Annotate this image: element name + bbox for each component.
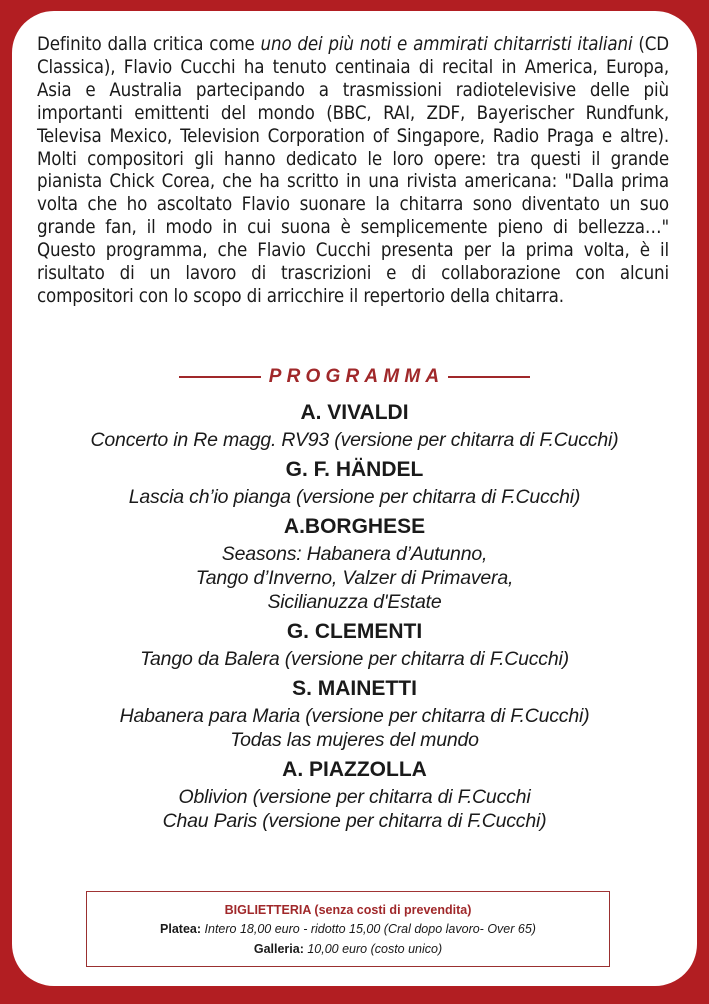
program-item [0, 755, 709, 833]
program-heading-title: PROGRAMMA [268, 366, 445, 387]
intro-paragraph [37, 34, 669, 309]
composer-name: G. CLEMENTI [286, 620, 423, 643]
piece-title: Concerto in Re magg. RV93 (versione per chitarra di F.Cucchi) [90, 429, 619, 451]
piece-title: Tango da Balera (versione per chitarra di F.Cucchi) [140, 648, 569, 670]
piece-title: Todas las mujeres del mundo [230, 729, 479, 751]
program-item [0, 398, 709, 452]
heading-rule-left [179, 376, 261, 378]
ticket-title: BIGLIETTERIA (senza costi di prevendita) [224, 903, 472, 917]
piece-title: Seasons: Habanera d’Autunno, [221, 543, 488, 565]
piece-title: Oblivion (versione per chitarra di F.Cucchi [178, 786, 531, 808]
piece-title: Sicilianuzza d'Estate [267, 591, 442, 613]
platea-value: Intero 18,00 euro - ridotto 15,00 (Cral dopo lavoro- Over 65) [201, 922, 536, 936]
ticket-platea-line [87, 919, 609, 939]
piece-title: Chau Paris (versione per chitarra di F.Cucchi) [162, 810, 547, 832]
composer-name: A. PIAZZOLLA [282, 758, 427, 781]
galleria-label: Galleria: [253, 942, 304, 956]
program-item [0, 455, 709, 509]
intro-text-after: (CD Classica), Flavio Cucchi ha tenuto centinaia di recital in America, Europa, Asia e Australia partecipando a trasmissioni radiotelevisive delle più importanti emittenti del mondo (BBC, RAI, ZDF, Bayerischer Rundfunk, Televisa Mexico, Television Corporation of Singapore, Radio Praga e altre). Molti compositori gli hanno dedicato le loro opere: tra questi il grande pianista Chick Corea, che ha scritto in una rivista americana: "Dalla prima volta che ho ascoltato Flavio suonare la chitarra sono diventato un suo grande fan, il modo in cui suona è semplicemente pieno di bellezza…" Questo programma, che Flavio Cucchi presenta per la prima volta, è il risultato di un lavoro di trascrizioni e di collaborazione con alcuni compositori con lo scopo di arricchire il repertorio della chitarra. [37, 34, 670, 307]
program-heading [0, 364, 709, 390]
ticket-galleria-line [87, 939, 609, 959]
program-list [0, 398, 709, 836]
composer-name: G. F. HÄNDEL [285, 458, 424, 481]
program-item [0, 617, 709, 671]
composer-name: A. VIVALDI [300, 401, 409, 424]
ticket-info-box [86, 891, 610, 967]
program-item [0, 512, 709, 614]
program-item [0, 674, 709, 752]
intro-text-before: Definito dalla critica come [37, 34, 261, 55]
heading-rule-right [448, 376, 530, 378]
composer-name: S. MAINETTI [292, 677, 417, 700]
piece-title: Habanera para Maria (versione per chitarra di F.Cucchi) [119, 705, 590, 727]
composer-name: A.BORGHESE [283, 515, 426, 538]
intro-italic-quote: uno dei più noti e ammirati chitarristi italiani [260, 34, 633, 55]
piece-title: Tango d’Inverno, Valzer di Primavera, [195, 567, 514, 589]
piece-title: Lascia ch’io pianga (versione per chitarra di F.Cucchi) [128, 486, 581, 508]
platea-label: Platea: [160, 922, 202, 936]
galleria-value: 10,00 euro (costo unico) [303, 942, 443, 956]
